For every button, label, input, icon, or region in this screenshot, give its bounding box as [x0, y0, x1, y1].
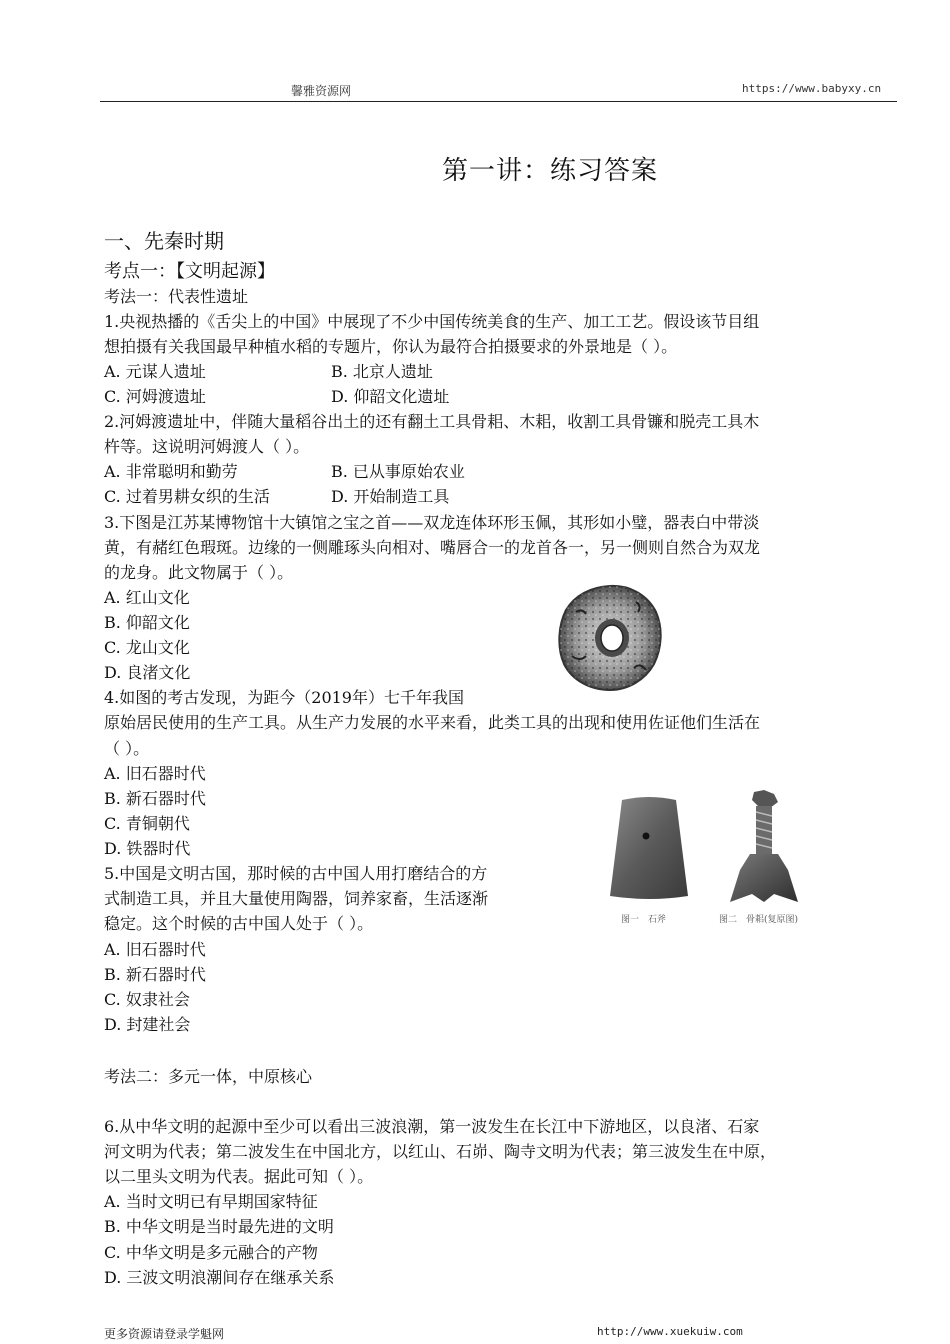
q1-line1: 1.央视热播的《舌尖上的中国》中展现了不少中国传统美食的生产、加工工艺。假设该节目组 [104, 312, 760, 331]
q6-option-a: A. 当时文明已有早期国家特征 [104, 1192, 318, 1211]
q2-option-b: B. 已从事原始农业 [331, 462, 465, 481]
page-title: 第一讲：练习答案 [442, 156, 659, 186]
q3-option-b: B. 仰韶文化 [104, 613, 190, 632]
q5-option-b: B. 新石器时代 [104, 965, 206, 984]
q1-line2: 想拍摄有关我国最早种植水稻的专题片，你认为最符合拍摄要求的外景地是（ ）。 [104, 337, 678, 356]
q5-option-d: D. 封建社会 [104, 1015, 191, 1034]
q3-line3: 的龙身。此文物属于（ ）。 [104, 563, 294, 582]
q6-line2: 河文明为代表；第二波发生在中国北方，以红山、石峁、陶寺文明为代表；第三波发生在中原， [104, 1142, 777, 1161]
q4-option-b: B. 新石器时代 [104, 789, 206, 808]
header-rule [100, 101, 897, 102]
bone-spade-image [724, 790, 804, 906]
q4-line2: 原始居民使用的生产工具。从生产力发展的水平来看，此类工具的出现和使用佐证他们生活在 [104, 713, 761, 732]
q3-option-c: C. 龙山文化 [104, 638, 190, 657]
q2-line1: 2.河姆渡遗址中，伴随大量稻谷出土的还有翻土工具骨耜、木耜，收割工具骨镰和脱壳工具木 [104, 412, 760, 431]
footer-url[interactable]: http://www.xuekuiw.com [597, 1325, 743, 1338]
q2-option-a: A. 非常聪明和勤劳 [104, 462, 238, 481]
q5-line2: 式制造工具，并且大量使用陶器，饲养家畜，生活逐渐 [104, 889, 489, 908]
q3-option-a: A. 红山文化 [104, 588, 190, 607]
q6-line1: 6.从中华文明的起源中至少可以看出三波浪潮，第一波发生在长江中下游地区，以良渚、石家 [104, 1117, 760, 1136]
header-site-name: 馨雅资源网 [291, 84, 352, 98]
q4-option-c: C. 青铜朝代 [104, 814, 190, 833]
q4-line3: （ ）。 [104, 739, 150, 758]
kaofa1-heading: 考法一：代表性遗址 [104, 287, 249, 306]
q5-option-c: C. 奴隶社会 [104, 990, 190, 1009]
stone-axe-image [606, 792, 692, 904]
q1-option-b: B. 北京人遗址 [331, 362, 433, 381]
q2-line2: 杵等。这说明河姆渡人（ ）。 [104, 437, 310, 456]
q3-line2: 黄，有赭红色瑕斑。边缘的一侧雕琢头向相对、嘴唇合一的龙首各一，另一侧则自然合为双龙 [104, 538, 761, 557]
q6-line3: 以二里头文明为代表。据此可知（ ）。 [104, 1167, 374, 1186]
q5-line1: 5.中国是文明古国，那时候的古中国人用打磨结合的方 [104, 864, 488, 883]
q6-option-c: C. 中华文明是多元融合的产物 [104, 1243, 318, 1262]
caption-stone-axe: 图一 石斧 [621, 915, 667, 925]
kaofa2-heading: 考法二：多元一体，中原核心 [104, 1067, 313, 1086]
caption-bone-spade: 图二 骨耜(复原图) [719, 915, 799, 925]
q4-option-a: A. 旧石器时代 [104, 764, 206, 783]
jade-pendant-image [556, 582, 664, 694]
q1-option-c: C. 河姆渡遗址 [104, 387, 206, 406]
kaodian-heading: 考点一：【文明起源】 [104, 261, 275, 282]
footer-note: 更多资源请登录学魁网 [104, 1327, 225, 1341]
q2-option-c: C. 过着男耕女织的生活 [104, 487, 270, 506]
q3-line1: 3.下图是江苏某博物馆十大镇馆之宝之首——双龙连体环形玉佩，其形如小璧，器表白中带淡 [104, 513, 760, 532]
q2-option-d: D. 开始制造工具 [331, 487, 450, 506]
q5-option-a: A. 旧石器时代 [104, 940, 206, 959]
q1-option-a: A. 元谋人遗址 [104, 362, 206, 381]
q1-option-d: D. 仰韶文化遗址 [331, 387, 450, 406]
q5-line3: 稳定。这个时候的古中国人处于（ ）。 [104, 914, 374, 933]
q6-option-b: B. 中华文明是当时最先进的文明 [104, 1217, 334, 1236]
q4-option-d: D. 铁器时代 [104, 839, 191, 858]
header-url[interactable]: https://www.babyxy.cn [742, 82, 882, 95]
q3-option-d: D. 良渚文化 [104, 663, 191, 682]
q4-line1: 4.如图的考古发现，为距今（2019年）七千年我国 [104, 688, 464, 707]
section-heading: 一、先秦时期 [104, 229, 224, 253]
q6-option-d: D. 三波文明浪潮间存在继承关系 [104, 1268, 335, 1287]
